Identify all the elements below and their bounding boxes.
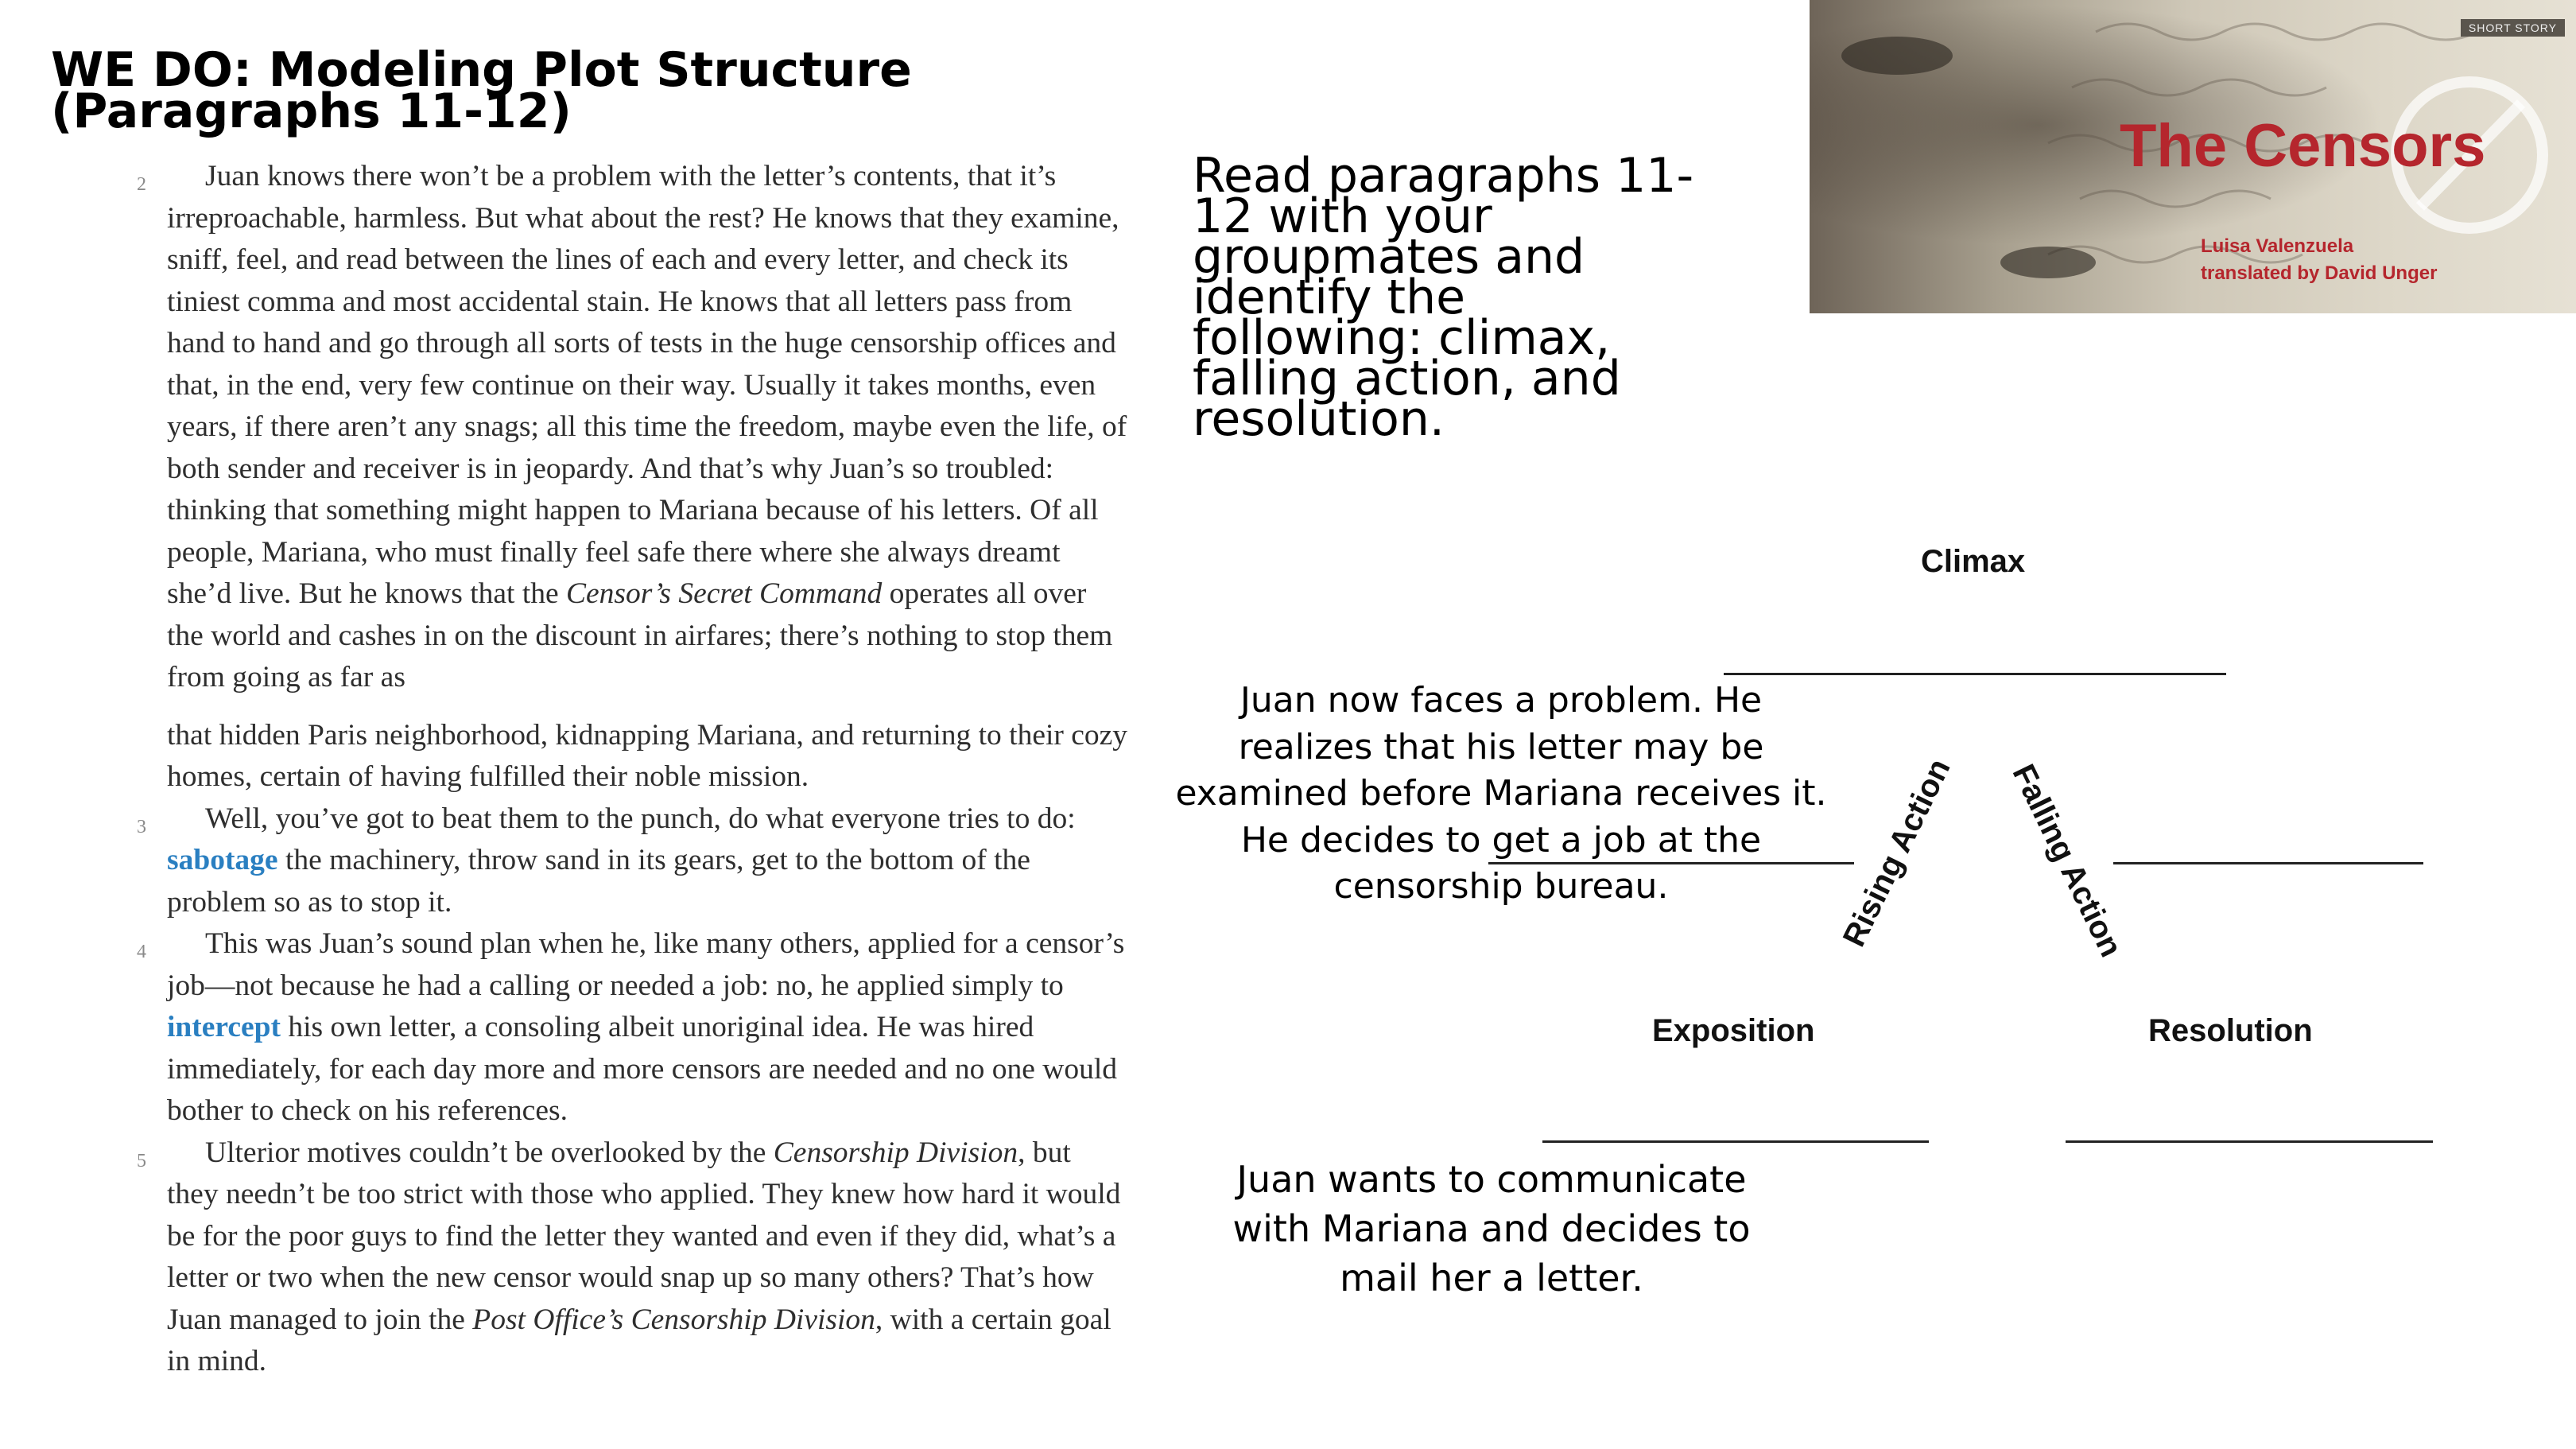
vocab-word-sabotage[interactable]: sabotage [167,844,278,876]
slide-title [51,42,912,139]
slide-title-line-1: WE DO: Modeling Plot Structure [51,42,912,98]
paragraph-2-continued-text: that hidden Paris neighborhood, kidnapping Mariana, and returning to their cozy homes, certain of having fulfilled their noble mission. [167,718,1128,793]
paragraph-5-text-mid: , but they needn’t be too strict with those who applied. They knew how hard it would be for the poor guys to find the letter they wanted and even if they did, what’s a letter or two when the new censor would snap up so many others? That’s how Juan managed to join the [167,1136,1121,1336]
exposition-answer: Juan wants to communicate with Mariana and decides to mail her a letter. [1232,1158,1751,1299]
paragraph-3-text-end: the machinery, throw sand in its gears, get to the bottom of the problem so as to stop it. [167,844,1030,919]
paragraph-5-text: Ulterior motives couldn’t be overlooked by the [205,1136,774,1169]
paragraph-4-text: This was Juan’s sound plan when he, like many others, applied for a censor’s job—not because he had a calling or needed a job: no, he applied simply to [167,927,1125,1002]
cover-author: Luisa Valenzuela [2201,235,2354,257]
exposition-label: Exposition [1652,1013,1815,1048]
paragraph-4 [127,923,1129,1132]
cover-tag: SHORT STORY [2461,19,2565,37]
resolution-blank[interactable] [2066,1140,2433,1143]
falling-action-blank[interactable] [2113,862,2423,864]
paragraph-5-italic-1: Censorship Division [773,1136,1018,1169]
paragraph-3 [127,798,1129,924]
paragraph-2 [127,156,1129,699]
cover-title: The Censors [2120,112,2486,180]
climax-label: Climax [1921,544,2026,579]
story-cover-image [1810,0,2576,313]
paragraph-3-text: Well, you’ve got to beat them to the punch, do what everyone tries to do: [205,802,1076,835]
paragraph-5-text-end: , with a certain goal in mind. [167,1303,1111,1377]
cover-translator: translated by David Unger [2201,262,2438,284]
resolution-label: Resolution [2148,1013,2313,1048]
rising-action-label: Rising Action [1836,753,1957,953]
paragraph-4-text-end: his own letter, a consoling albeit unoriginal idea. He was hired immediately, for each day more and more censors are needed and no one would bother to check on his references. [167,1011,1118,1127]
rising-action-answer: Juan now faces a problem. He realizes that his letter may be examined before Mariana receives it. He decides to get a job at the censorship bureau. [1175,680,1827,907]
paragraph-number: 2 [137,174,146,195]
paragraph-2-text-end: operates all over the world and cashes in on the discount in airfares; there’s nothing to stop them from going as far as [167,577,1113,693]
paragraph-number: 3 [137,816,146,837]
instructions-text: Read paragraphs 11-12 with your groupmates and identify the following: climax, falling action, and resolution. [1193,148,1694,447]
paragraph-5-italic-2: Post Office’s Censorship Division [472,1303,875,1336]
slide-title-line-2: (Paragraphs 11-12) [51,84,572,139]
falling-action-label: Falling Action [2005,759,2129,963]
paragraph-number: 4 [137,942,146,962]
story-passage [127,156,1129,1383]
paragraph-number: 5 [137,1150,146,1171]
climax-blank[interactable] [1724,673,2226,675]
paragraph-2-italic: Censor’s Secret Command [566,577,883,610]
paragraph-2-continued [127,715,1129,798]
vocab-word-intercept[interactable]: intercept [167,1011,281,1043]
paragraph-2-text: Juan knows there won’t be a problem with the letter’s contents, that it’s irreproachable, harmless. But what about the rest? He knows that they examine, sniff, feel, and read between the lines of each and every letter, and check its tiniest comma and most accidental stain. He knows that all letters pass from hand to hand and go through all sorts of tests in the huge censorship offices and that, in the end, very few continue on their way. Usually it takes months, even years, if there aren’t any snags; all this time the freedom, maybe even the life, of both sender and receiver is in jeopardy. And that’s why Juan’s so troubled: thinking that something might happen to Mariana because of his letters. Of all people, Mariana, who must finally feel safe there where she always dreamt she’d live. But he knows that the [167,160,1127,610]
paragraph-5 [127,1132,1129,1383]
exposition-blank[interactable] [1542,1140,1929,1143]
